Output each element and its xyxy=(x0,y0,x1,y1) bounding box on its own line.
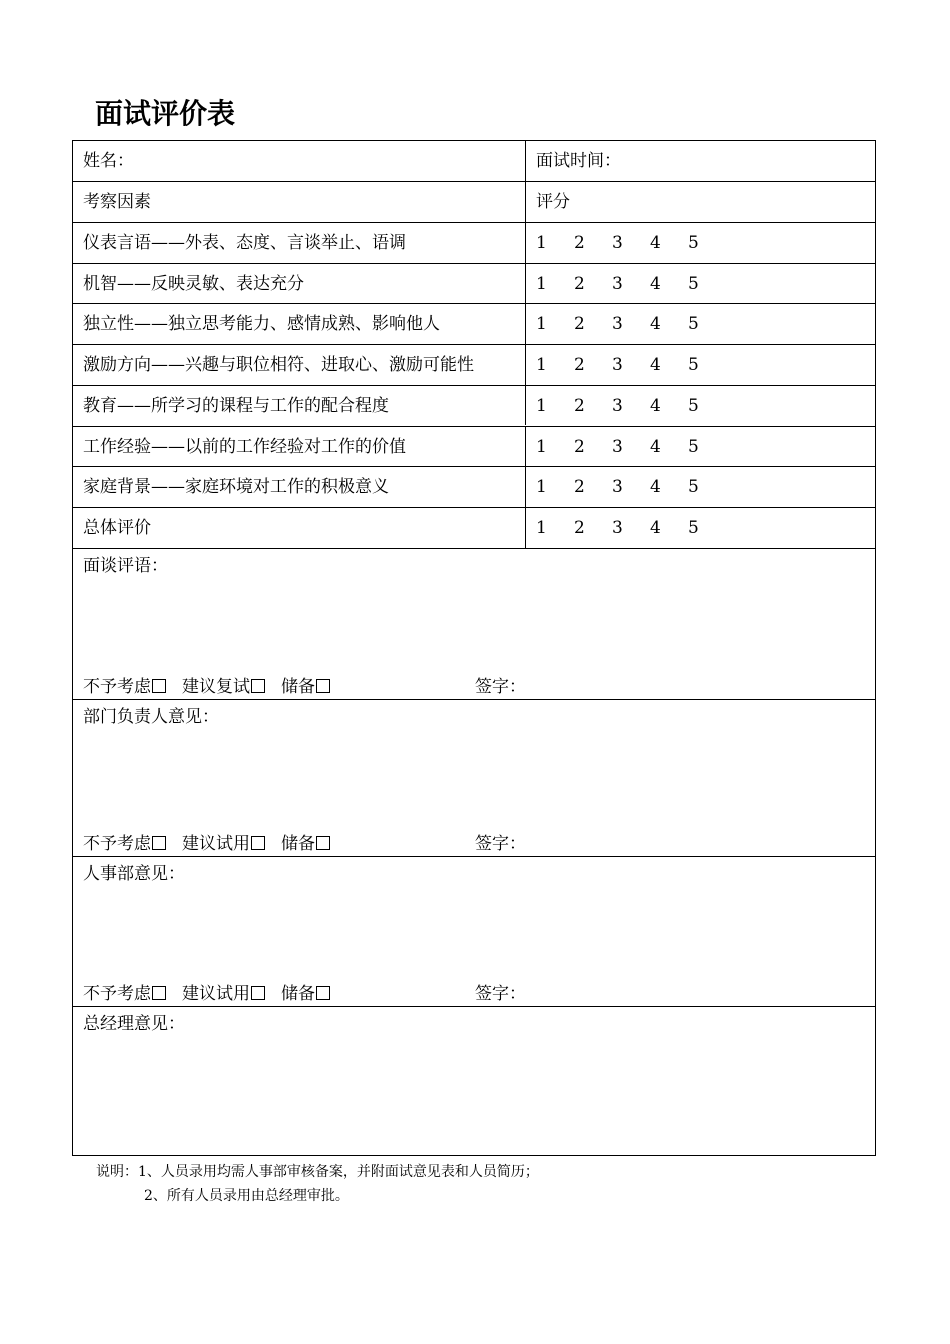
factor-row xyxy=(73,344,875,385)
factor-row xyxy=(73,426,875,467)
decision-option[interactable] xyxy=(281,984,330,1004)
factor-column-header: 考察因素 xyxy=(73,182,526,222)
factor-row xyxy=(73,385,875,426)
score-options xyxy=(526,345,875,385)
comment-section-label: 人事部意见： xyxy=(83,863,185,884)
decision-option-label: 建议试用 xyxy=(182,983,250,1004)
score-option[interactable]: 4 xyxy=(650,517,661,538)
score-option[interactable]: 2 xyxy=(574,355,585,376)
score-option[interactable]: 1 xyxy=(536,436,547,457)
factor-label: 总体评价 xyxy=(73,508,526,548)
score-options xyxy=(526,264,875,304)
decision-option[interactable] xyxy=(182,834,265,854)
note-line-1: 说明：1、人员录用均需人事部审核备案，并附面试意见表和人员简历； xyxy=(96,1164,539,1180)
score-option[interactable]: 2 xyxy=(574,233,585,253)
factor-label: 独立性——独立思考能力、感情成熟、影响他人 xyxy=(73,304,526,344)
score-option[interactable]: 3 xyxy=(612,395,623,416)
decision-options xyxy=(83,829,346,854)
decision-option-label: 不予考虑 xyxy=(83,833,151,854)
score-option[interactable]: 3 xyxy=(612,355,623,376)
score-option[interactable]: 2 xyxy=(574,395,585,416)
decision-option[interactable] xyxy=(182,984,265,1004)
decision-option[interactable] xyxy=(182,677,265,697)
signature-field[interactable]: 签字： xyxy=(475,983,526,1004)
score-option[interactable]: 5 xyxy=(688,517,699,538)
factor-row xyxy=(73,222,875,263)
score-option[interactable]: 4 xyxy=(650,477,661,498)
score-option[interactable]: 1 xyxy=(536,355,547,376)
decision-option-label: 不予考虑 xyxy=(83,676,151,697)
column-header-row xyxy=(73,181,875,222)
score-option[interactable]: 1 xyxy=(536,477,547,498)
factor-label: 教育——所学习的课程与工作的配合程度 xyxy=(73,386,526,426)
comment-section-label: 面谈评语： xyxy=(83,555,168,576)
score-option[interactable]: 3 xyxy=(612,233,623,253)
checkbox[interactable] xyxy=(316,986,330,1000)
score-option[interactable]: 3 xyxy=(612,477,623,498)
checkbox[interactable] xyxy=(251,836,265,850)
decision-option[interactable] xyxy=(281,677,330,697)
score-options xyxy=(526,467,875,507)
decision-option-label: 建议试用 xyxy=(182,833,250,854)
score-option[interactable]: 2 xyxy=(574,517,585,538)
decision-options xyxy=(83,979,346,1004)
interview-time-field[interactable]: 面试时间： xyxy=(536,151,621,171)
decision-option-label: 储备 xyxy=(281,983,315,1004)
factor-label: 工作经验——以前的工作经验对工作的价值 xyxy=(73,427,526,467)
header-row xyxy=(73,141,875,181)
checkbox[interactable] xyxy=(251,986,265,1000)
comment-section-label: 总经理意见： xyxy=(83,1013,185,1034)
score-option[interactable]: 1 xyxy=(536,273,547,294)
factor-row xyxy=(73,303,875,344)
decision-option-label: 储备 xyxy=(281,833,315,854)
decision-option[interactable] xyxy=(83,984,166,1004)
score-options xyxy=(526,223,875,263)
score-option[interactable]: 1 xyxy=(536,517,547,538)
score-option[interactable]: 4 xyxy=(650,395,661,416)
score-options xyxy=(526,427,875,467)
checkbox[interactable] xyxy=(152,679,166,693)
score-option[interactable]: 4 xyxy=(650,273,661,294)
score-option[interactable]: 4 xyxy=(650,233,661,253)
score-option[interactable]: 5 xyxy=(688,436,699,457)
score-option[interactable]: 4 xyxy=(650,314,661,335)
comment-section[interactable] xyxy=(73,1006,875,1157)
comment-section[interactable] xyxy=(73,548,875,699)
page-title: 面试评价表 xyxy=(95,97,236,130)
score-option[interactable]: 3 xyxy=(612,314,623,335)
score-option[interactable]: 5 xyxy=(688,395,699,416)
score-option[interactable]: 2 xyxy=(574,436,585,457)
checkbox[interactable] xyxy=(251,679,265,693)
checkbox[interactable] xyxy=(316,836,330,850)
score-option[interactable]: 2 xyxy=(574,314,585,335)
decision-option-label: 储备 xyxy=(281,676,315,697)
decision-option-label: 建议复试 xyxy=(182,676,250,697)
score-options xyxy=(526,386,875,426)
score-option[interactable]: 4 xyxy=(650,436,661,457)
factor-label: 仪表言语——外表、态度、言谈举止、语调 xyxy=(73,223,526,263)
score-option[interactable]: 4 xyxy=(650,355,661,376)
decision-options xyxy=(83,672,346,697)
factor-label: 机智——反映灵敏、表达充分 xyxy=(73,264,526,304)
name-field[interactable]: 姓名： xyxy=(73,141,526,181)
checkbox[interactable] xyxy=(152,836,166,850)
score-option[interactable]: 3 xyxy=(612,436,623,457)
factor-label: 激励方向——兴趣与职位相符、进取心、激励可能性 xyxy=(73,345,526,385)
score-option[interactable]: 5 xyxy=(688,273,699,294)
checkbox[interactable] xyxy=(152,986,166,1000)
score-option[interactable]: 3 xyxy=(612,273,623,294)
comment-section[interactable] xyxy=(73,856,875,1006)
evaluation-form xyxy=(72,140,876,1156)
score-option[interactable]: 5 xyxy=(688,233,699,253)
decision-option[interactable] xyxy=(281,834,330,854)
signature-field[interactable]: 签字： xyxy=(475,676,526,697)
factor-row xyxy=(73,263,875,304)
decision-option[interactable] xyxy=(83,677,166,697)
factor-row xyxy=(73,466,875,507)
checkbox[interactable] xyxy=(316,679,330,693)
comment-section[interactable] xyxy=(73,699,875,856)
notes xyxy=(96,1160,539,1208)
score-option[interactable]: 3 xyxy=(612,517,623,538)
score-option[interactable]: 5 xyxy=(688,355,699,376)
score-option[interactable]: 2 xyxy=(574,273,585,294)
factor-label: 家庭背景——家庭环境对工作的积极意义 xyxy=(73,467,526,507)
score-option[interactable]: 5 xyxy=(688,477,699,498)
decision-option-label: 不予考虑 xyxy=(83,983,151,1004)
score-option[interactable]: 1 xyxy=(536,395,547,416)
signature-field[interactable]: 签字： xyxy=(475,833,526,854)
score-option[interactable]: 1 xyxy=(536,314,547,335)
comment-section-label: 部门负责人意见： xyxy=(83,706,219,727)
score-options xyxy=(526,304,875,344)
score-option[interactable]: 2 xyxy=(574,477,585,498)
score-option[interactable]: 1 xyxy=(536,233,547,253)
note-line-2: 2、所有人员录用由总经理审批。 xyxy=(144,1188,349,1204)
score-option[interactable]: 5 xyxy=(688,314,699,335)
score-column-header: 评分 xyxy=(536,192,570,212)
decision-option[interactable] xyxy=(83,834,166,854)
score-options xyxy=(526,508,875,548)
factor-row xyxy=(73,507,875,548)
